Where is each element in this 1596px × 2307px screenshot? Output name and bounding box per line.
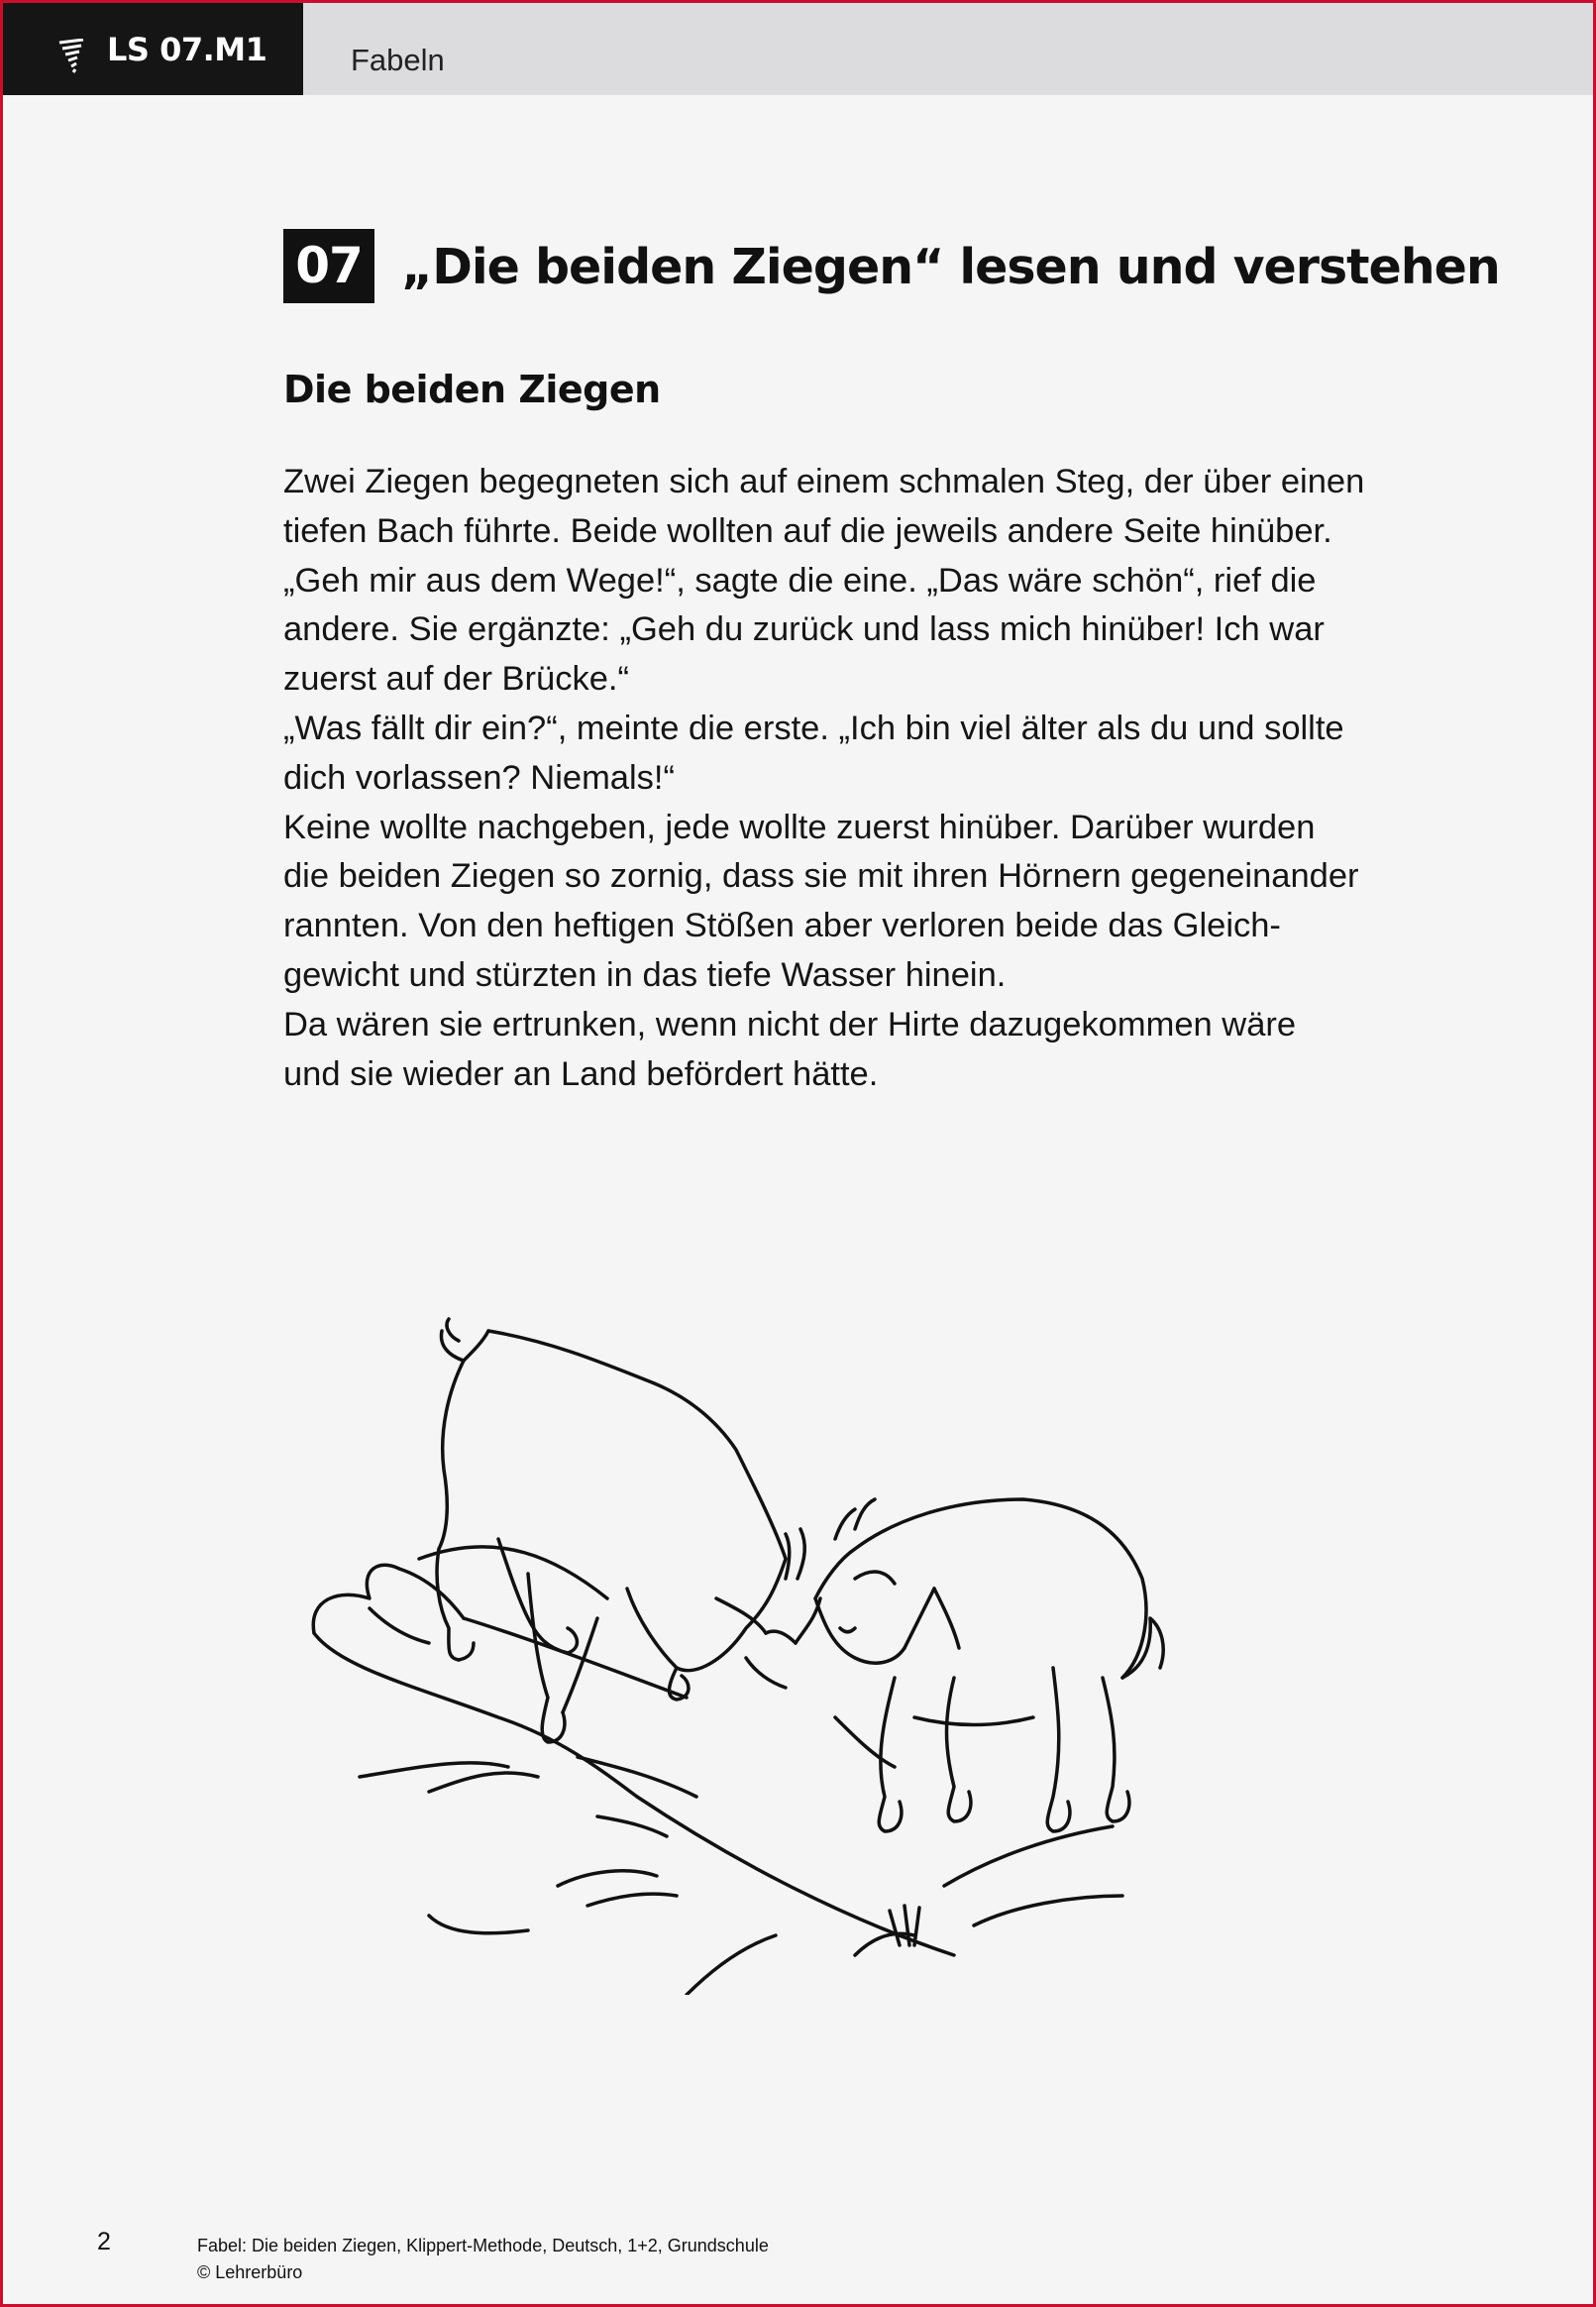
copyright: © Lehrerbüro <box>197 2262 303 2282</box>
lesson-number-badge: 07 <box>283 229 374 303</box>
header-tag <box>3 3 303 95</box>
log-drawing <box>313 1547 1122 1995</box>
story-line: gewicht und stürzten in das tiefe Wasser hinein. <box>283 955 1007 994</box>
source-line: Fabel: Die beiden Ziegen, Klippert-Methode, Deutsch, 1+2, Grundschule <box>197 2236 769 2255</box>
story-line: andere. Sie ergänzte: „Geh du zurück und lass mich hinüber! Ich war <box>283 610 1325 649</box>
header-bar <box>3 3 1593 95</box>
left-goat-drawing <box>437 1319 820 1742</box>
story-line: die beiden Ziegen so zornig, dass sie mit ihren Hörnern gegeneinander <box>283 857 1359 896</box>
story-line: „Was fällt dir ein?“, meinte die erste. „Ich bin viel älter als du und sollte <box>283 709 1344 747</box>
story-heading: Die beiden Ziegen <box>283 368 661 411</box>
tornado-logo-icon <box>57 39 87 74</box>
section-title: Fabeln <box>351 43 445 77</box>
story-line: Zwei Ziegen begegneten sich auf einem schmalen Steg, der über einen <box>283 463 1365 500</box>
story-line: zuerst auf der Brücke.“ <box>283 660 629 699</box>
footer-source <box>197 2233 769 2286</box>
worksheet-code: LS 07.M1 <box>107 31 267 68</box>
story-line: und sie wieder an Land befördert hätte. <box>283 1054 879 1093</box>
right-goat-drawing <box>815 1499 1163 1831</box>
story-line: „Geh mir aus dem Wege!“, sagte die eine. „Das wäre schön“, rief die <box>283 561 1317 600</box>
story-line: Da wären sie ertrunken, wenn nicht der Hirte dazugekommen wäre <box>283 1005 1297 1044</box>
story-line: rannten. Von den heftigen Stößen aber verloren beide das Gleich- <box>283 907 1281 945</box>
story-text <box>283 458 1433 1099</box>
page-number: 2 <box>97 2228 111 2255</box>
story-line: Keine wollte nachgeben, jede wollte zuerst hinüber. Darüber wurden <box>283 808 1316 846</box>
story-line: dich vorlassen? Niemals!“ <box>283 758 675 797</box>
two-goats-on-log-illustration <box>300 1301 1271 1995</box>
page-title: „Die beiden Ziegen“ lesen und verstehen <box>401 239 1500 295</box>
story-line: tiefen Bach führte. Beide wollten auf die jeweils andere Seite hinüber. <box>283 511 1332 550</box>
